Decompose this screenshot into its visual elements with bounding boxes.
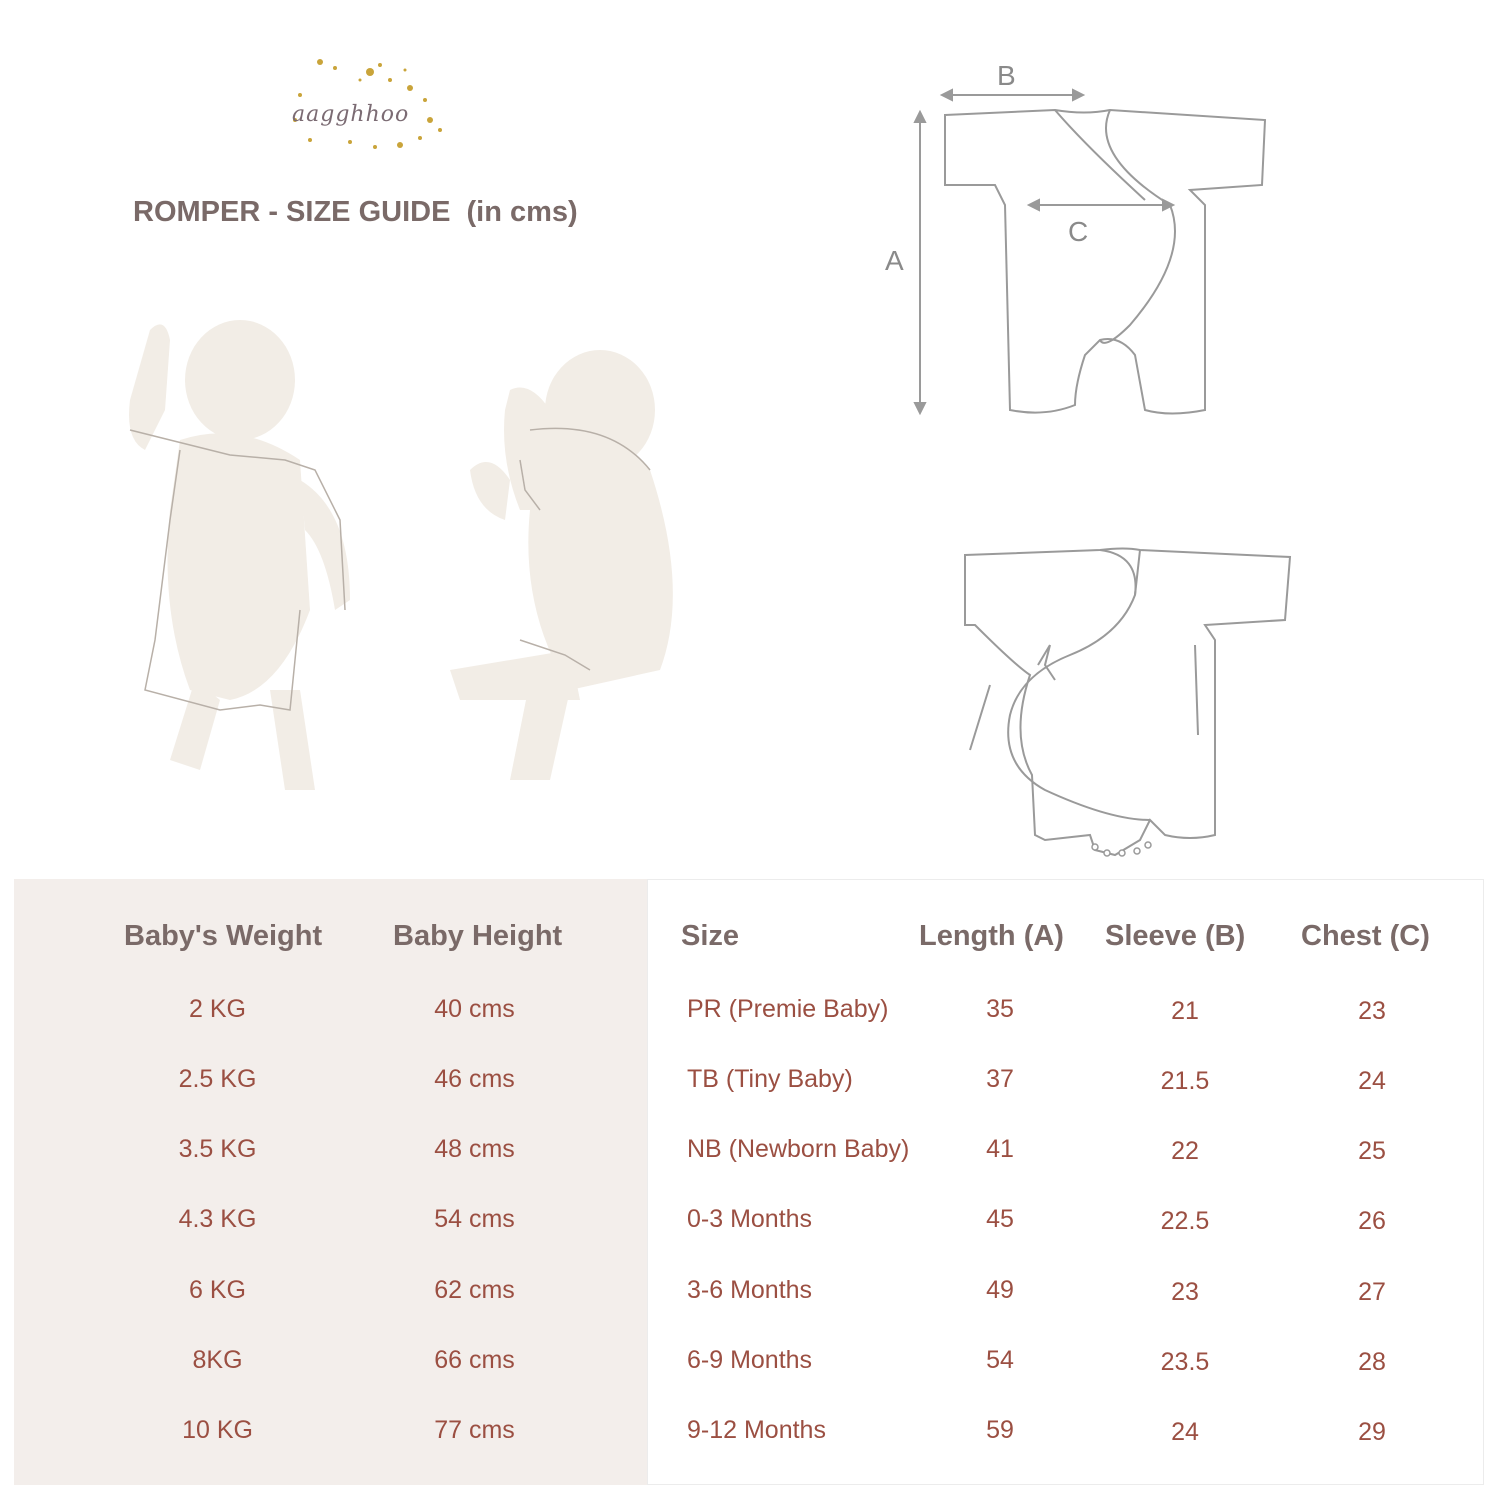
table-cell-weight: 3.5 KG bbox=[178, 1135, 257, 1163]
table-cell-height: 62 cms bbox=[434, 1276, 515, 1304]
header-chest-c: Chest (C) bbox=[1301, 920, 1430, 952]
table-cell-height: 46 cms bbox=[434, 1065, 515, 1093]
header-length-a: Length (A) bbox=[919, 920, 1064, 952]
table-cell-weight: 2.5 KG bbox=[178, 1065, 257, 1093]
table-cell-height: 66 cms bbox=[434, 1346, 515, 1374]
header-sleeve-b: Sleeve (B) bbox=[1105, 920, 1246, 952]
header-size: Size bbox=[681, 920, 740, 952]
table-cell-length: 41 bbox=[986, 1135, 1014, 1163]
table-cell-size: 9-12 Months bbox=[687, 1416, 826, 1444]
table-cell-chest: 24 bbox=[1358, 1067, 1386, 1095]
table-cell-chest: 28 bbox=[1358, 1348, 1386, 1376]
table-cell-weight: 8KG bbox=[192, 1346, 243, 1374]
table-cell-sleeve: 23.5 bbox=[1160, 1348, 1210, 1376]
brand-logo-text: aagghhoo bbox=[292, 102, 410, 127]
table-cell-size: NB (Newborn Baby) bbox=[687, 1135, 910, 1163]
table-cell-weight: 2 KG bbox=[189, 995, 246, 1023]
table-cell-chest: 29 bbox=[1358, 1418, 1386, 1446]
table-cell-chest: 26 bbox=[1358, 1207, 1386, 1235]
table-cell-length: 59 bbox=[986, 1416, 1014, 1444]
table-cell-length: 35 bbox=[986, 995, 1014, 1023]
table-cell-weight: 6 KG bbox=[189, 1276, 246, 1304]
baby-illustrations bbox=[110, 310, 710, 810]
dimension-label-b: B bbox=[997, 60, 1016, 91]
table-cell-height: 54 cms bbox=[434, 1205, 515, 1233]
table-cell-size: 6-9 Months bbox=[687, 1346, 813, 1374]
table-cell-length: 54 bbox=[986, 1346, 1014, 1374]
table-cell-length: 49 bbox=[986, 1276, 1014, 1304]
dimension-label-a: A bbox=[885, 245, 904, 276]
table-right-panel bbox=[647, 879, 1484, 1485]
table-cell-sleeve: 24 bbox=[1171, 1418, 1199, 1446]
table-cell-size: 3-6 Months bbox=[687, 1276, 813, 1304]
table-cell-weight: 10 KG bbox=[182, 1416, 253, 1444]
table-cell-sleeve: 23 bbox=[1171, 1278, 1199, 1306]
dimension-label-c: C bbox=[1068, 216, 1089, 247]
table-cell-length: 45 bbox=[986, 1205, 1014, 1233]
romper-open-diagram bbox=[950, 535, 1310, 875]
table-cell-size: 0-3 Months bbox=[687, 1205, 813, 1233]
table-cell-length: 37 bbox=[986, 1065, 1014, 1093]
table-cell-weight: 4.3 KG bbox=[178, 1205, 257, 1233]
table-cell-sleeve: 22 bbox=[1171, 1137, 1199, 1165]
table-cell-chest: 25 bbox=[1358, 1137, 1386, 1165]
table-cell-sleeve: 21.5 bbox=[1160, 1067, 1210, 1095]
table-cell-chest: 23 bbox=[1358, 997, 1386, 1025]
table-cell-height: 48 cms bbox=[434, 1135, 515, 1163]
table-left-panel bbox=[14, 879, 647, 1485]
brand-logo bbox=[280, 50, 455, 155]
table-cell-sleeve: 21 bbox=[1171, 997, 1199, 1025]
header-baby-height: Baby Height bbox=[393, 920, 563, 952]
header-babys-weight: Baby's Weight bbox=[124, 920, 323, 952]
table-cell-size: PR (Premie Baby) bbox=[687, 995, 889, 1023]
table-cell-height: 77 cms bbox=[434, 1416, 515, 1444]
table-cell-sleeve: 22.5 bbox=[1160, 1207, 1210, 1235]
table-cell-height: 40 cms bbox=[434, 995, 515, 1023]
table-cell-chest: 27 bbox=[1358, 1278, 1386, 1306]
page-title: ROMPER - SIZE GUIDE (in cms) bbox=[133, 196, 578, 228]
table-cell-size: TB (Tiny Baby) bbox=[687, 1065, 853, 1093]
